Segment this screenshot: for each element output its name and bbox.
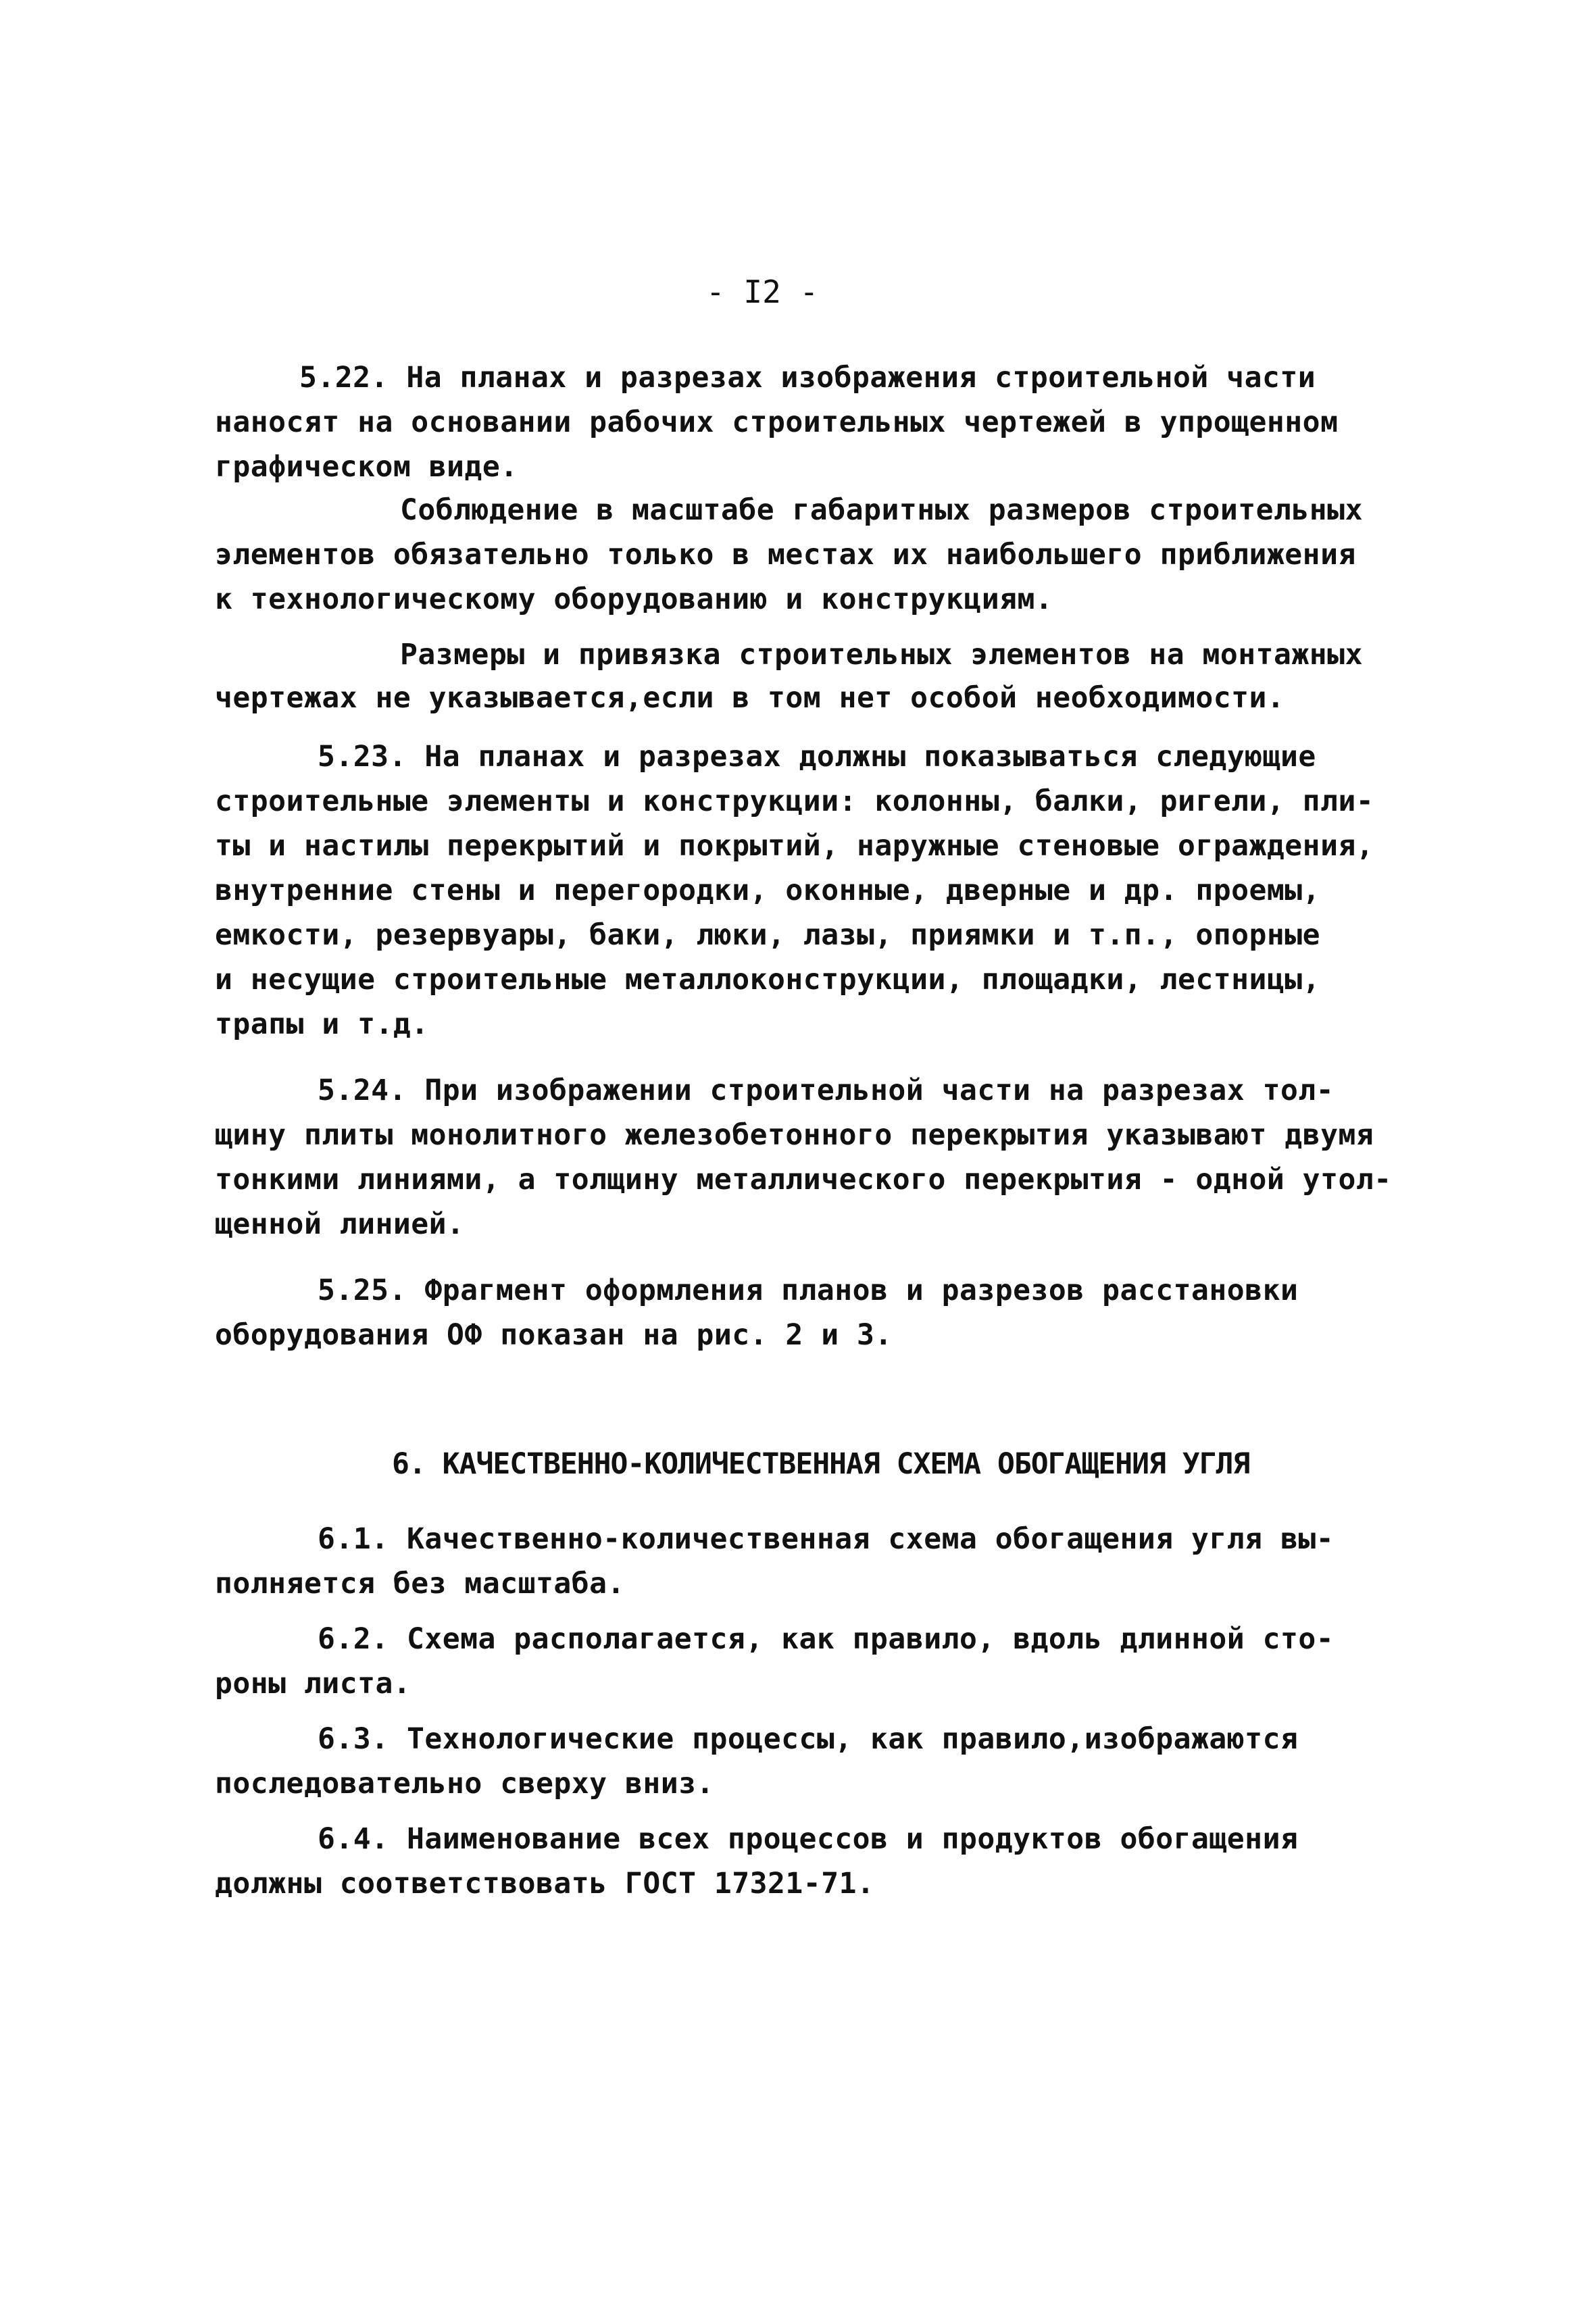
p5-24-line-1: 5.24. При изображении строительной части на разрезах тол- xyxy=(318,1074,1335,1107)
p5-22c-line-1: Размеры и привязка строительных элементов на монтажных xyxy=(400,638,1363,672)
page-number: - I2 - xyxy=(706,274,819,310)
p5-25-line-1: 5.25. Фрагмент оформления планов и разрезов расстановки xyxy=(318,1274,1299,1307)
p6-3-line-1: 6.3. Технологические процессы, как правило,изображаются xyxy=(318,1722,1299,1756)
p5-23-line-3: ты и настилы перекрытий и покрытий, наружные стеновые ограждения, xyxy=(215,829,1374,863)
p6-4-line-2: должны соответствовать ГОСТ 17321-71. xyxy=(215,1867,875,1901)
p5-24-line-4: щенной линией. xyxy=(215,1207,465,1241)
p5-22-line-3: графическом виде. xyxy=(215,450,518,484)
p6-3-line-2: последовательно сверху вниз. xyxy=(215,1767,714,1801)
p5-23-line-2: строительные элементы и конструкции: колонны, балки, ригели, пли- xyxy=(215,784,1374,818)
p6-1-line-1: 6.1. Качественно-количественная схема обогащения угля вы- xyxy=(318,1522,1335,1556)
p6-4-line-1: 6.4. Наименование всех процессов и продуктов обогащения xyxy=(318,1822,1299,1856)
p6-1-line-2: полняется без масштаба. xyxy=(215,1567,625,1601)
p5-22b-line-3: к технологическому оборудованию и конструкциям. xyxy=(215,582,1053,616)
p6-2-line-2: роны листа. xyxy=(215,1667,412,1701)
p5-25-line-2: оборудования ОФ показан на рис. 2 и 3. xyxy=(215,1318,893,1352)
p5-22b-line-2: элементов обязательно только в местах их наибольшего приближения xyxy=(215,538,1356,572)
p6-2-line-1: 6.2. Схема располагается, как правило, вдоль длинной сто- xyxy=(318,1622,1335,1656)
section-6-title: 6. КАЧЕСТВЕННО-КОЛИЧЕСТВЕННАЯ СХЕМА ОБОГАЩЕНИЯ УГЛЯ xyxy=(392,1447,1250,1481)
p5-24-line-3: тонкими линиями, а толщину металлического перекрытия - одной утол- xyxy=(215,1163,1392,1197)
p5-22b-line-1: Соблюдение в масштабе габаритных размеров строительных xyxy=(400,493,1363,527)
p5-22c-line-2: чертежах не указывается,если в том нет особой необходимости. xyxy=(215,681,1285,715)
p5-23-line-7: трапы и т.д. xyxy=(215,1007,429,1041)
p5-24-line-2: щину плиты монолитного железобетонного перекрытия указывают двумя xyxy=(215,1118,1374,1152)
p5-23-line-1: 5.23. На планах и разрезах должны показываться следующие xyxy=(318,740,1316,774)
p5-22-line-2: наносят на основании рабочих строительных чертежей в упрощенном xyxy=(215,405,1339,439)
p5-23-line-6: и несущие строительные металлоконструкции, площадки, лестницы, xyxy=(215,963,1321,997)
p5-22-line-1: 5.22. На планах и разрезах изображения строительной части xyxy=(299,361,1316,395)
p5-23-line-4: внутренние стены и перегородки, оконные, дверные и др. проемы, xyxy=(215,874,1321,907)
p5-23-line-5: емкости, резервуары, баки, люки, лазы, приямки и т.п., опорные xyxy=(215,918,1321,952)
